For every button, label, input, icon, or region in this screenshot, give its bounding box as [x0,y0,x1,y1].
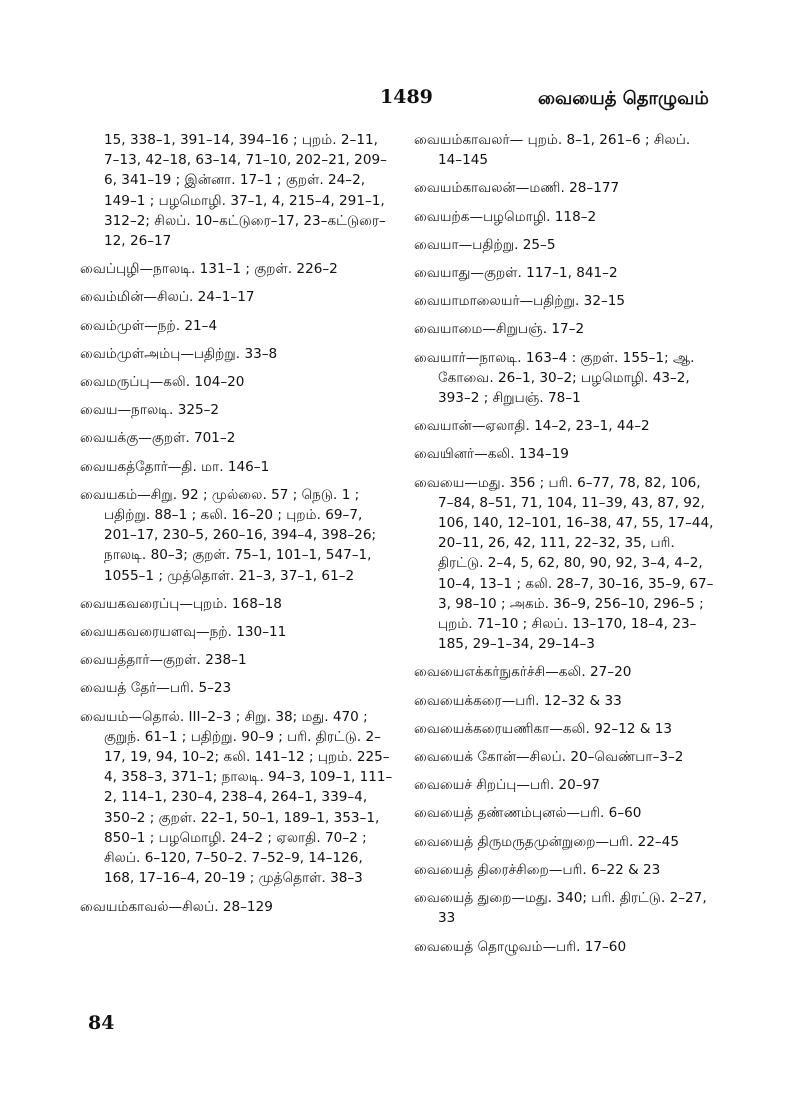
index-entry: வையைக்கரை—பரி. 12–32 & 33 [414,692,622,709]
index-entry: வைம்மின்—சிலப். 24–1–17 [80,289,255,306]
index-entry: வையா—பதிற்று. 25–5 [414,236,556,253]
right-column [414,130,718,965]
index-entry: வையகத்தோர்—தி. மா. 146–1 [80,458,270,475]
index-entry: வையாது—குறள். 117–1, 841–2 [414,265,618,282]
folio: 84 [88,1012,115,1034]
index-entry: வைய—நாலடி. 325–2 [80,402,220,419]
index-entry: வையைக்கரையணிகா—கலி. 92–12 & 13 [414,720,673,737]
index-entry: வையற்க—பழமொழி. 118–2 [414,208,597,225]
index-entry: வையாமாலையர்—பதிற்று. 32–15 [414,293,626,310]
index-entry: வையம்காவலன்—மணி. 28–177 [414,180,620,197]
index-entry: வையம்காவல்—சிலப். 28–129 [80,898,273,915]
index-entry: வையத்தார்—குறள். 238–1 [80,652,247,669]
index-entry: வையகவரைப்பு—புறம். 168–18 [80,595,282,612]
index-entry: வைமருப்பு—கலி. 104–20 [80,374,245,391]
index-entry: வையைத் திருமருதமுன்றுறை—பரி. 22–45 [414,833,679,850]
index-entry: வையைக் கோன்—சிலப். 20–வெண்பா–3–2 [414,749,684,766]
index-entry: வையத் தேர்—பரி. 5–23 [80,680,232,697]
index-entry: வையைத் தண்ணம்புனல்—பரி. 6–60 [414,805,642,822]
index-entry: வையைத் துறை—மது. 340; பரி. திரட்டு. 2–27, 33 [414,890,707,927]
running-head: வையைத் தொழுவம் [538,88,709,109]
page-number: 1489 [380,86,433,108]
index-entry: வையான்—ஏலாதி. 14–2, 23–1, 44–2 [414,418,650,435]
index-entry: வைம்முள்அம்பு—பதிற்று. 33–8 [80,345,278,362]
index-entry: வையகவரையளவு—நற். 130–11 [80,624,287,641]
index-entry: வையைச் சிறப்பு—பரி. 20–97 [414,777,600,794]
index-entry: வையை—மது. 356 ; பரி. 6–77, 78, 82, 106, 7–84, 8–51, 71, 104, 11–39, 43, 87, 92, 106, 140, 12–101, 16–38, 47, 55, 17–44, 20–11, 26, 42, 111, 22–32, 35, பரி. திரட்டு. 2–4, 5, 62, 80, 90, 92, 3–4, 4–2, 10–4, 13–1 ; கலி. 28–7, 30–16, 35–9, 67–3, 98–10 ; அகம். 36–9, 256–10, 296–5 ; புறம். 71–10 ; சிலப். 13–170, 18–4, 23–185, 29–1–34, 29–14–3 [414,474,714,653]
index-entry: வையைத் தொழுவம்—பரி. 17–60 [414,938,627,955]
index-entry: வையகம்—சிறு. 92 ; முல்லை. 57 ; நெடு. 1 ; பதிற்று. 88–1 ; கலி. 16–20 ; புறம். 69–7, 201–17, 230–5, 260–16, 394–4, 398–26; நாலடி. 80–3; குறள். 75–1, 101–1, 547–1, 1055–1 ; முத்தொள். 21–3, 37–1, 61–2 [80,486,377,584]
index-entry: வைம்முள்—நற். 21–4 [80,317,218,334]
index-entry: வையம்காவலர்— புறம். 8–1, 261–6 ; சிலப். 14–145 [414,132,691,169]
index-entry: வையாமை—சிறுபஞ். 17–2 [414,321,585,338]
index-entry: 15, 338–1, 391–14, 394–16 ; புறம். 2–11, 7–13, 42–18, 63–14, 71–10, 202–21, 209–6, 341–19 ; இன்னா. 17–1 ; குறள். 24–2, 149–1 ; பழமொழி. 37–1, 4, 215–4, 291–1, 312–2; சிலப். 10–கட்டுரை–17, 23–கட்டுரை–12, 26–17 [104,132,387,250]
index-entry: வையைத் திரைச்சிறை—பரி. 6–22 & 23 [414,861,661,878]
left-column [80,130,396,925]
index-entry: வைப்புழி—நாலடி. 131–1 ; குறள். 226–2 [80,261,338,278]
index-entry: வையினர்—கலி. 134–19 [414,446,569,463]
index-entry: வையைஎக்கர்நுகர்ச்சி—கலி. 27–20 [414,664,632,681]
index-entry: வையார்—நாலடி. 163–4 : குறள். 155–1; ஆ. கோவை. 26–1, 30–2; பழமொழி. 43–2, 393–2 ; சிறுபஞ். 78–1 [414,349,695,407]
index-entry: வையம்—தொல். III–2–3 ; சிறு. 38; மது. 470 ; குறுந். 61–1 ; பதிற்று. 90–9 ; பரி. திரட்டு. 2–17, 19, 94, 10–2; கலி. 141–12 ; புறம். 225–4, 358–3, 371–1; நாலடி. 94–3, 109–1, 111–2, 114–1, 230–4, 238–4, 264–1, 339–4, 350–2 ; குறள். 22–1, 50–1, 189–1, 353–1, 850–1 ; பழமொழி. 24–2 ; ஏலாதி. 70–2 ; சிலப். 6–120, 7–50–2. 7–52–9, 14–126, 168, 17–16–4, 20–19 ; முத்தொள். 38–3 [80,708,393,887]
index-entry: வையக்கு—குறள். 701–2 [80,430,236,447]
